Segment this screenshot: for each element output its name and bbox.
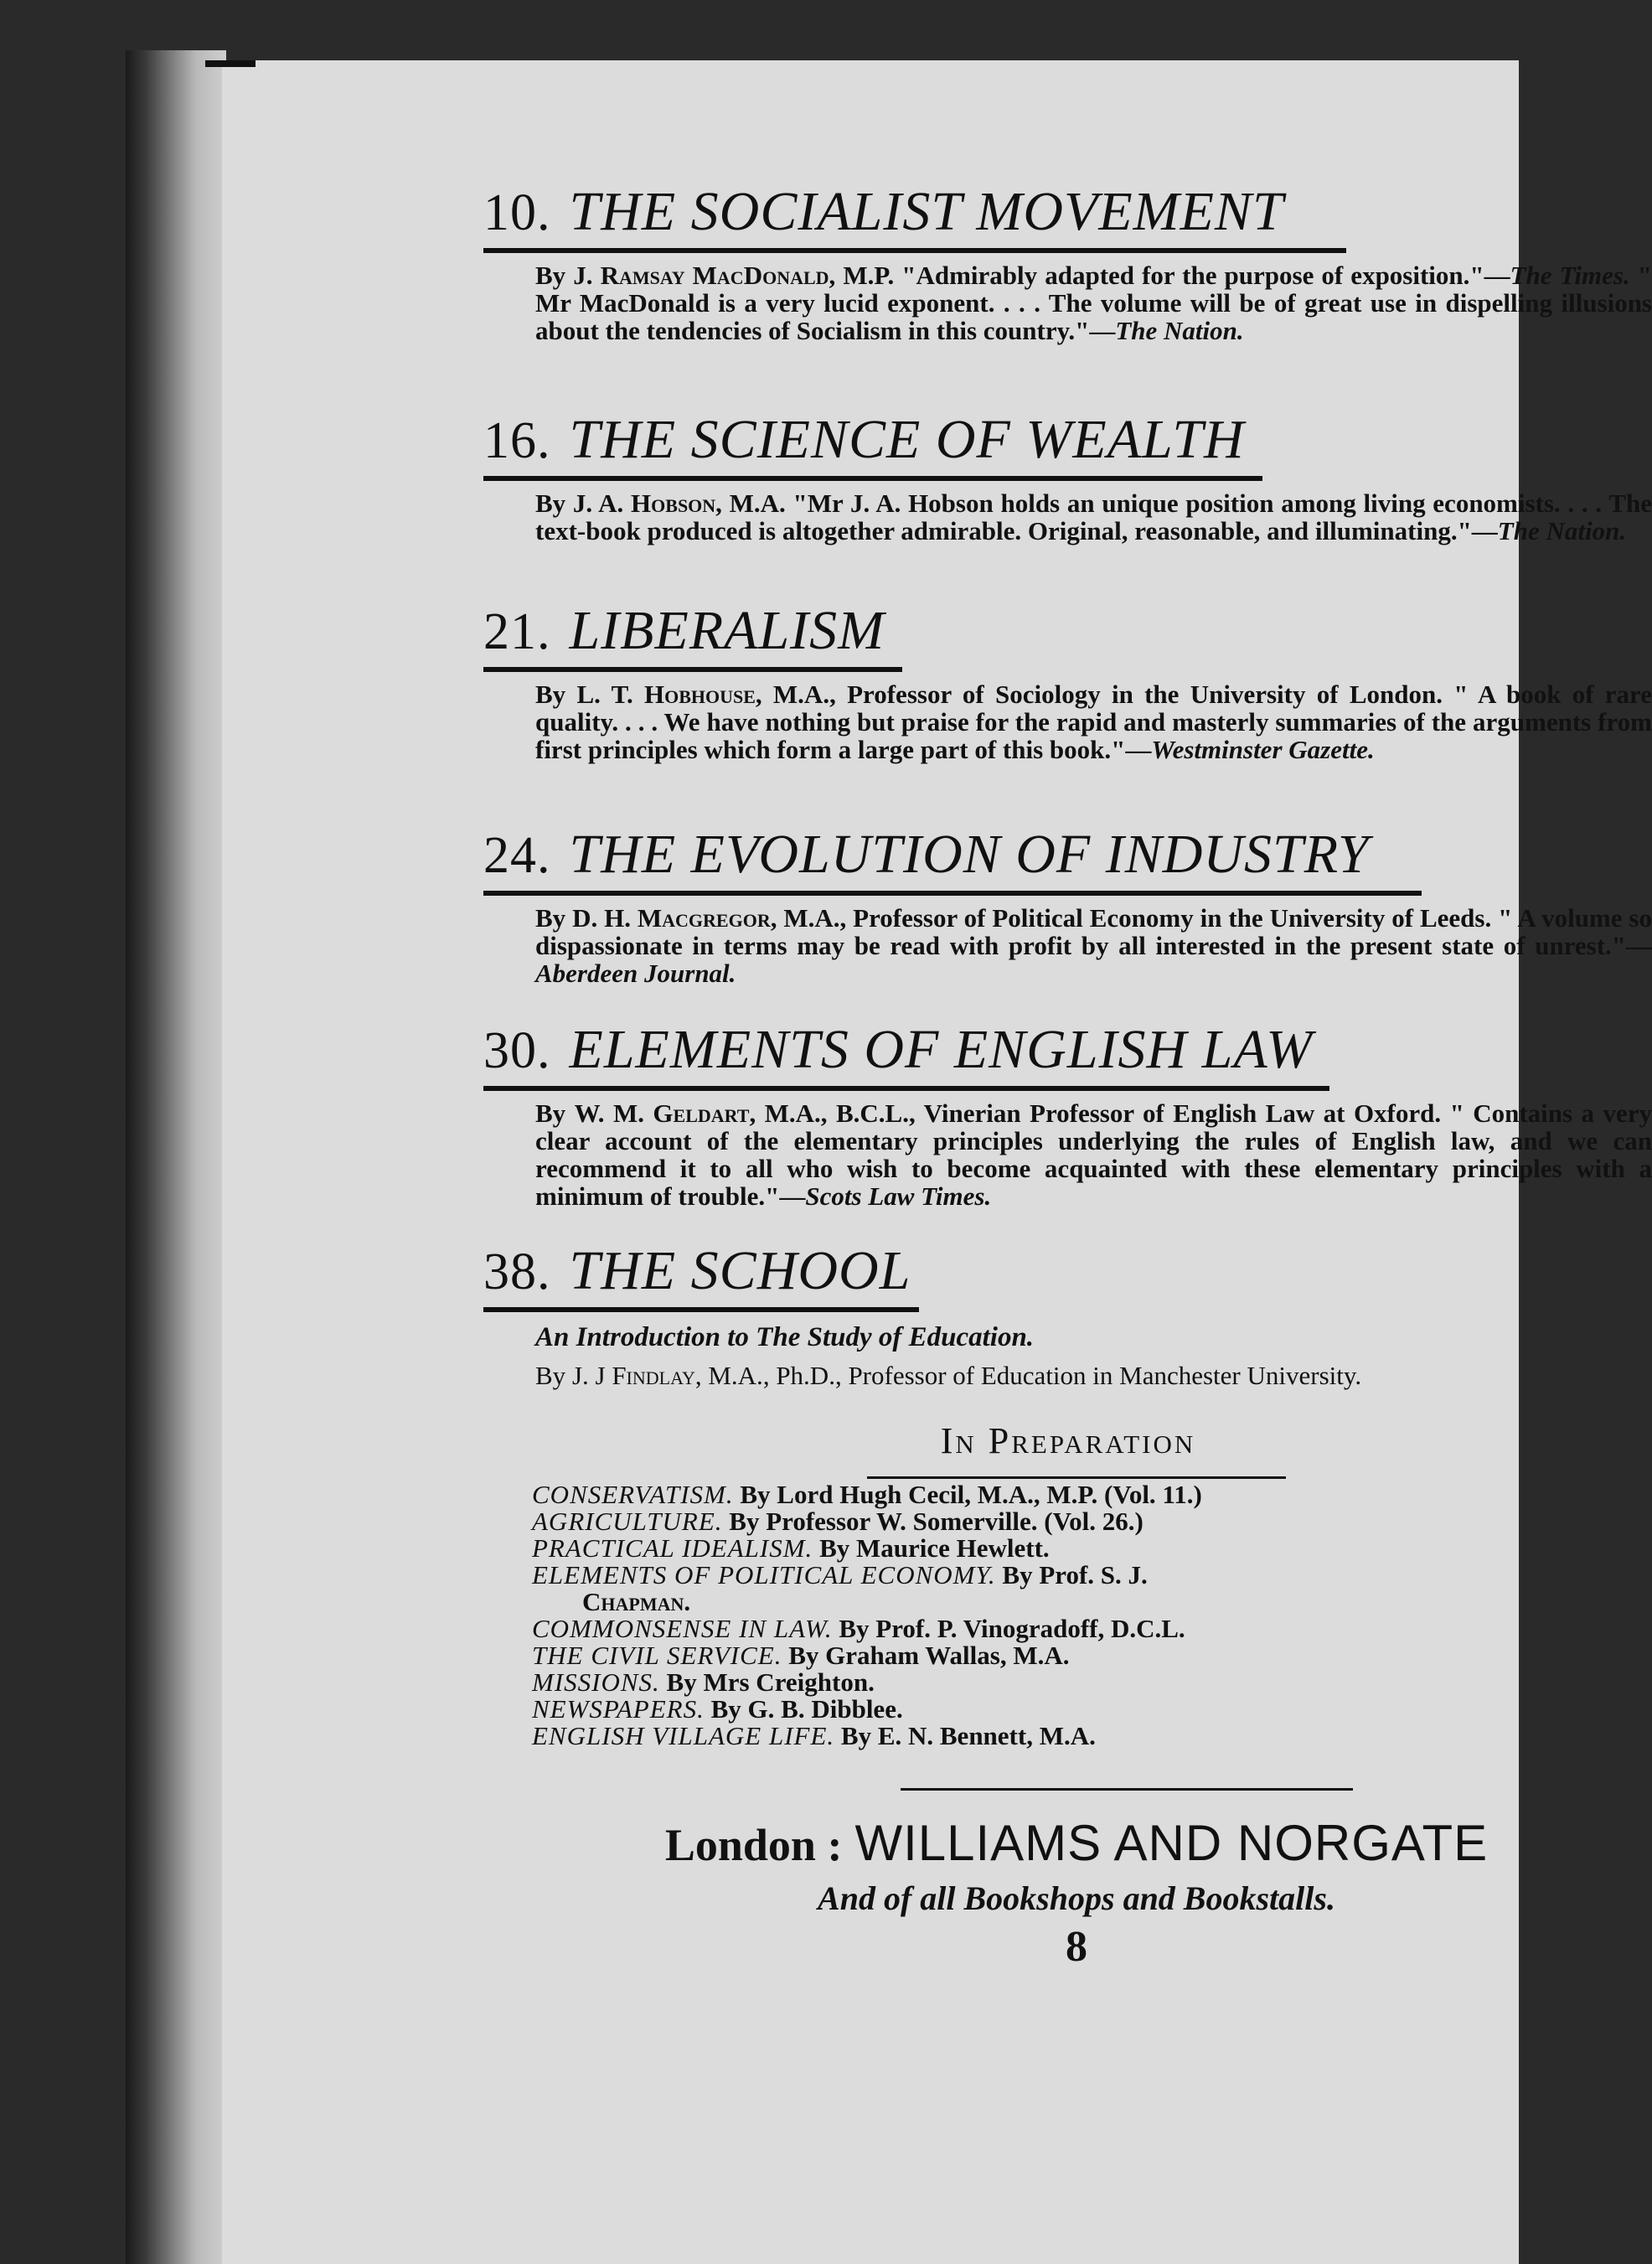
heading-rule [483, 1307, 919, 1312]
publisher-city: London : [664, 1820, 843, 1870]
preparation-author: By Lord Hugh Cecil, M.A., M.P. (Vol. 11.) [733, 1480, 1202, 1509]
preparation-title: NEWSPAPERS. [532, 1694, 705, 1724]
entry-heading [483, 1240, 1652, 1301]
preparation-title: CONSERVATISM. [532, 1480, 734, 1509]
entry-number: 38. [483, 1243, 551, 1300]
preparation-title: COMMONSENSE IN LAW. [532, 1614, 833, 1643]
preparation-item [532, 1642, 1646, 1669]
entry-description: By D. H. Macgregor, M.A., Professor of Political Economy in the University of Leeds. " A volume so dispassionate in terms may be read with profit by all interested in the present state of unrest."—Aberdeen Journal. [535, 903, 1652, 988]
preparation-title: ENGLISH VILLAGE LIFE. [532, 1721, 835, 1750]
entry-description: By J. J Findlay, M.A., Ph.D., Professor of Education in Manchester University. [535, 1361, 1362, 1390]
entry-title: LIBERALISM [569, 600, 885, 661]
heading-rule [483, 248, 1346, 253]
review-source: The Nation. [1497, 516, 1627, 545]
entry-heading [483, 1019, 1652, 1080]
book-spine-edge [126, 50, 226, 2264]
entry-description: By W. M. Geldart, M.A., B.C.L., Vinerian Professor of English Law at Oxford. " Contains a very clear account of the elementary principles underlying the rules of English law, and we can recommend it to all who wish to become acquainted with these elementary principles with a minimum of trouble."—Scots Law Times. [535, 1098, 1652, 1211]
heading-rule [483, 891, 1422, 896]
page-corner-mark [205, 60, 256, 67]
entry-description: By L. T. Hobhouse, M.A., Professor of Sociology in the University of London. " A book of rare quality. . . . We have nothing but praise for the rapid and masterly summaries of the arguments from first principles which form a large part of this book."—Westminster Gazette. [535, 680, 1652, 764]
preparation-author: By Maurice Hewlett. [813, 1533, 1050, 1563]
publisher-name: WILLIAMS AND NORGATE [854, 1815, 1489, 1871]
heading-rule [483, 476, 1262, 481]
preparation-title: PRACTICAL IDEALISM. [532, 1533, 813, 1563]
entry-author: J. A. Hobson, M.A. [572, 488, 786, 518]
preparation-item [532, 1723, 1646, 1750]
review-source: Westminster Gazette. [1151, 735, 1375, 764]
entry-title: THE SCHOOL [569, 1240, 911, 1301]
entry-subtitle: An Introduction to The Study of Education. [535, 1322, 1035, 1352]
entry-author: J. J Findlay, M.A. [571, 1361, 763, 1390]
preparation-author-continued: Chapman. [582, 1587, 691, 1616]
preparation-author: By Prof. P. Vinogradoff, D.C.L. [832, 1614, 1185, 1643]
entry-author: J. Ramsay MacDonald, M.P. [573, 261, 895, 290]
series-entry-21 [483, 600, 1652, 764]
entry-author: D. H. Macgregor, M.A. [572, 903, 840, 933]
preparation-title: THE CIVIL SERVICE. [532, 1641, 782, 1670]
entry-heading [483, 824, 1652, 885]
heading-rule [483, 667, 902, 672]
preparation-author: By Prof. S. J. [995, 1560, 1148, 1589]
entry-number: 30. [483, 1022, 551, 1079]
footer-rule [901, 1788, 1353, 1791]
preparation-rule [867, 1476, 1286, 1479]
series-entry-38 [483, 1240, 1652, 1390]
preparation-author: By Mrs Creighton. [659, 1667, 875, 1697]
preparation-item [532, 1481, 1646, 1508]
preparation-author: By Graham Wallas, M.A. [782, 1641, 1070, 1670]
publisher-line [507, 1815, 1646, 1871]
preparation-author: By E. N. Bennett, M.A. [834, 1721, 1096, 1750]
preparation-author: By Professor W. Somerville. (Vol. 26.) [722, 1507, 1143, 1536]
entry-description: By J. Ramsay MacDonald, M.P. "Admirably adapted for the purpose of exposition."—The Times. " Mr MacDonald is a very lucid exponent. . . . The volume will be of great use in dispelling illusions about the tendencies of Socialism in this country."—The Nation. [535, 261, 1652, 345]
preparation-title: MISSIONS. [532, 1667, 660, 1697]
entry-title: ELEMENTS OF ENGLISH LAW [569, 1019, 1314, 1080]
bookshops-tagline: And of all Bookshops and Bookstalls. [818, 1879, 1335, 1917]
entry-title: THE EVOLUTION OF INDUSTRY [569, 824, 1370, 885]
heading-rule [483, 1086, 1329, 1091]
preparation-item [532, 1508, 1646, 1535]
in-preparation-heading: In Preparation [940, 1420, 1196, 1461]
preparation-item [532, 1669, 1646, 1696]
series-entry-24 [483, 824, 1652, 988]
entry-heading [483, 181, 1652, 242]
series-entry-30 [483, 1019, 1652, 1211]
entry-heading [483, 409, 1652, 470]
entry-title: THE SOCIALIST MOVEMENT [569, 181, 1284, 242]
entry-number: 16. [483, 412, 551, 469]
entry-number: 10. [483, 184, 551, 241]
preparation-item [532, 1535, 1646, 1562]
review-source: The Nation. [1115, 316, 1244, 345]
review-source: Aberdeen Journal. [535, 959, 736, 988]
entry-title: THE SCIENCE OF WEALTH [569, 409, 1245, 470]
preparation-item [532, 1562, 1646, 1589]
preparation-author: By G. B. Dibblee. [704, 1694, 903, 1724]
entry-author: W. M. Geldart, M.A., B.C.L. [574, 1098, 909, 1128]
entry-author: L. T. Hobhouse, M.A. [576, 680, 830, 709]
page-number: 8 [1066, 1923, 1087, 1971]
preparation-item [532, 1696, 1646, 1723]
review-source: Scots Law Times. [805, 1181, 992, 1211]
preparation-list [532, 1481, 1646, 1750]
entry-number: 24. [483, 827, 551, 884]
series-entry-10 [483, 181, 1652, 345]
preparation-item [532, 1615, 1646, 1642]
preparation-title: AGRICULTURE. [532, 1507, 723, 1536]
entry-description: By J. A. Hobson, M.A. "Mr J. A. Hobson holds an unique position among living economists. . . . The text-book produced is altogether admirable. Original, reasonable, and illuminating."—The Nation. [535, 488, 1652, 545]
preparation-title: ELEMENTS OF POLITICAL ECONOMY. [532, 1560, 996, 1589]
series-entry-16 [483, 409, 1652, 545]
entry-number: 21. [483, 603, 551, 660]
entry-heading [483, 600, 1652, 661]
book-page [222, 60, 1652, 2264]
review-source: The Times. [1510, 261, 1630, 290]
